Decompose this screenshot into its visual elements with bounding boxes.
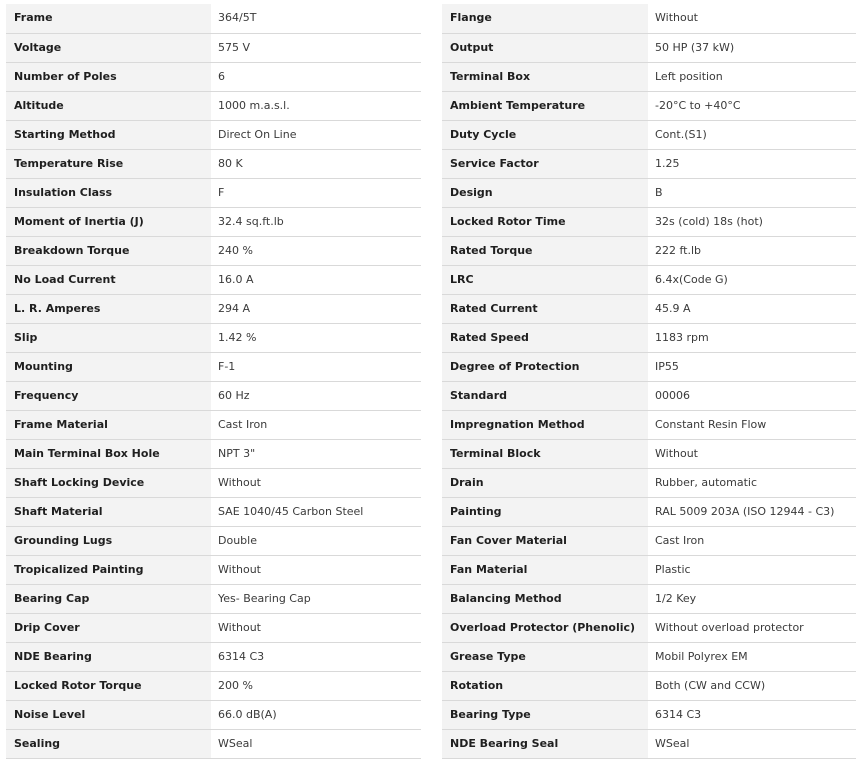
spec-label: Impregnation Method (442, 410, 648, 439)
spec-value: Without (211, 468, 421, 497)
spec-row (6, 236, 421, 265)
spec-label: Terminal Block (442, 439, 648, 468)
spec-value: 1.25 (648, 149, 856, 178)
spec-value: 6314 C3 (211, 642, 421, 671)
spec-label: Ambient Temperature (442, 91, 648, 120)
spec-label: Number of Poles (6, 62, 211, 91)
spec-value: 6.4x(Code G) (648, 265, 856, 294)
spec-value: 575 V (211, 33, 421, 62)
spec-row (442, 4, 856, 33)
spec-row (6, 149, 421, 178)
spec-label: Grease Type (442, 642, 648, 671)
spec-row (442, 468, 856, 497)
spec-row (442, 91, 856, 120)
spec-row (442, 33, 856, 62)
spec-label: Bearing Cap (6, 584, 211, 613)
spec-label: Noise Level (6, 700, 211, 729)
spec-row (442, 671, 856, 700)
spec-row (442, 729, 856, 758)
spec-row (6, 352, 421, 381)
spec-label: Fan Cover Material (442, 526, 648, 555)
spec-value: Without (211, 555, 421, 584)
spec-label: Duty Cycle (442, 120, 648, 149)
spec-label: Altitude (6, 91, 211, 120)
spec-label: Rotation (442, 671, 648, 700)
spec-row (6, 642, 421, 671)
spec-label: No Load Current (6, 265, 211, 294)
spec-row (442, 584, 856, 613)
spec-label: Overload Protector (Phenolic) (442, 613, 648, 642)
spec-label: NDE Bearing (6, 642, 211, 671)
spec-row (6, 497, 421, 526)
spec-label: Tropicalized Painting (6, 555, 211, 584)
spec-row (442, 555, 856, 584)
spec-label: L. R. Amperes (6, 294, 211, 323)
spec-row (6, 91, 421, 120)
spec-value: WSeal (211, 729, 421, 758)
spec-label: Frame Material (6, 410, 211, 439)
spec-value: 6 (211, 62, 421, 91)
spec-value: Cont.(S1) (648, 120, 856, 149)
spec-label: Drip Cover (6, 613, 211, 642)
spec-value: F (211, 178, 421, 207)
spec-label: Shaft Material (6, 497, 211, 526)
spec-row (6, 323, 421, 352)
spec-label: Output (442, 33, 648, 62)
spec-value: 32.4 sq.ft.lb (211, 207, 421, 236)
spec-value: Constant Resin Flow (648, 410, 856, 439)
spec-table-right (442, 4, 856, 759)
spec-value: 1/2 Key (648, 584, 856, 613)
spec-value: B (648, 178, 856, 207)
spec-label: Shaft Locking Device (6, 468, 211, 497)
spec-value: 222 ft.lb (648, 236, 856, 265)
spec-value: 60 Hz (211, 381, 421, 410)
spec-value: 50 HP (37 kW) (648, 33, 856, 62)
spec-value: 32s (cold) 18s (hot) (648, 207, 856, 236)
spec-value: Direct On Line (211, 120, 421, 149)
spec-row (6, 613, 421, 642)
spec-row (442, 613, 856, 642)
spec-value: Without (648, 439, 856, 468)
spec-label: Standard (442, 381, 648, 410)
spec-label: Moment of Inertia (J) (6, 207, 211, 236)
spec-label: Temperature Rise (6, 149, 211, 178)
spec-row (6, 729, 421, 758)
spec-label: Painting (442, 497, 648, 526)
spec-row (6, 410, 421, 439)
spec-row (6, 33, 421, 62)
spec-label: Rated Current (442, 294, 648, 323)
spec-label: LRC (442, 265, 648, 294)
spec-label: Service Factor (442, 149, 648, 178)
spec-value: Mobil Polyrex EM (648, 642, 856, 671)
spec-label: Frame (6, 4, 211, 33)
spec-row (6, 700, 421, 729)
spec-value: 80 K (211, 149, 421, 178)
spec-row (6, 671, 421, 700)
spec-label: Grounding Lugs (6, 526, 211, 555)
spec-value: 200 % (211, 671, 421, 700)
spec-value: Double (211, 526, 421, 555)
spec-label: Insulation Class (6, 178, 211, 207)
spec-row (6, 555, 421, 584)
spec-label: Locked Rotor Torque (6, 671, 211, 700)
spec-value: Cast Iron (211, 410, 421, 439)
spec-value: IP55 (648, 352, 856, 381)
spec-row (6, 439, 421, 468)
spec-value: Without overload protector (648, 613, 856, 642)
spec-value: Without (648, 4, 856, 33)
spec-label: Rated Speed (442, 323, 648, 352)
spec-value: NPT 3" (211, 439, 421, 468)
spec-label: Main Terminal Box Hole (6, 439, 211, 468)
spec-row (442, 526, 856, 555)
spec-row (442, 497, 856, 526)
spec-row (6, 584, 421, 613)
spec-row (6, 381, 421, 410)
spec-value: 00006 (648, 381, 856, 410)
spec-label: Sealing (6, 729, 211, 758)
spec-row (6, 526, 421, 555)
spec-value: WSeal (648, 729, 856, 758)
spec-row (442, 642, 856, 671)
spec-row (442, 149, 856, 178)
spec-value: Cast Iron (648, 526, 856, 555)
spec-value: Both (CW and CCW) (648, 671, 856, 700)
spec-label: Degree of Protection (442, 352, 648, 381)
spec-label: Bearing Type (442, 700, 648, 729)
spec-value: 1000 m.a.s.l. (211, 91, 421, 120)
spec-row (442, 265, 856, 294)
spec-label: Frequency (6, 381, 211, 410)
spec-row (442, 62, 856, 91)
spec-table-left (6, 4, 421, 759)
spec-value: Left position (648, 62, 856, 91)
spec-row (442, 410, 856, 439)
spec-row (6, 62, 421, 91)
spec-value: 294 A (211, 294, 421, 323)
spec-row (442, 439, 856, 468)
spec-label: Flange (442, 4, 648, 33)
spec-label: Mounting (6, 352, 211, 381)
spec-label: Starting Method (6, 120, 211, 149)
spec-row (442, 323, 856, 352)
spec-label: Slip (6, 323, 211, 352)
spec-row (442, 294, 856, 323)
spec-row (6, 178, 421, 207)
spec-label: NDE Bearing Seal (442, 729, 648, 758)
spec-value: Yes- Bearing Cap (211, 584, 421, 613)
spec-value: 364/5T (211, 4, 421, 33)
spec-table-left-body (6, 4, 421, 758)
spec-row (442, 178, 856, 207)
spec-value: 45.9 A (648, 294, 856, 323)
spec-value: F-1 (211, 352, 421, 381)
spec-row (6, 294, 421, 323)
spec-value: SAE 1040/45 Carbon Steel (211, 497, 421, 526)
spec-row (442, 236, 856, 265)
spec-row (6, 207, 421, 236)
spec-label: Balancing Method (442, 584, 648, 613)
spec-row (442, 352, 856, 381)
spec-row (6, 468, 421, 497)
spec-label: Design (442, 178, 648, 207)
spec-table-right-body (442, 4, 856, 758)
spec-row (6, 265, 421, 294)
spec-row (442, 207, 856, 236)
spec-label: Rated Torque (442, 236, 648, 265)
spec-row (6, 120, 421, 149)
spec-value: 1.42 % (211, 323, 421, 352)
spec-value: 66.0 dB(A) (211, 700, 421, 729)
spec-label: Breakdown Torque (6, 236, 211, 265)
spec-value: Rubber, automatic (648, 468, 856, 497)
spec-label: Locked Rotor Time (442, 207, 648, 236)
spec-value: 6314 C3 (648, 700, 856, 729)
spec-value: Plastic (648, 555, 856, 584)
spec-value: 240 % (211, 236, 421, 265)
spec-label: Terminal Box (442, 62, 648, 91)
spec-value: Without (211, 613, 421, 642)
spec-value: -20°C to +40°C (648, 91, 856, 120)
spec-label: Fan Material (442, 555, 648, 584)
spec-row (6, 4, 421, 33)
spec-label: Voltage (6, 33, 211, 62)
spec-value: 16.0 A (211, 265, 421, 294)
spec-row (442, 120, 856, 149)
spec-label: Drain (442, 468, 648, 497)
spec-row (442, 700, 856, 729)
spec-value: RAL 5009 203A (ISO 12944 - C3) (648, 497, 856, 526)
spec-row (442, 381, 856, 410)
spec-value: 1183 rpm (648, 323, 856, 352)
